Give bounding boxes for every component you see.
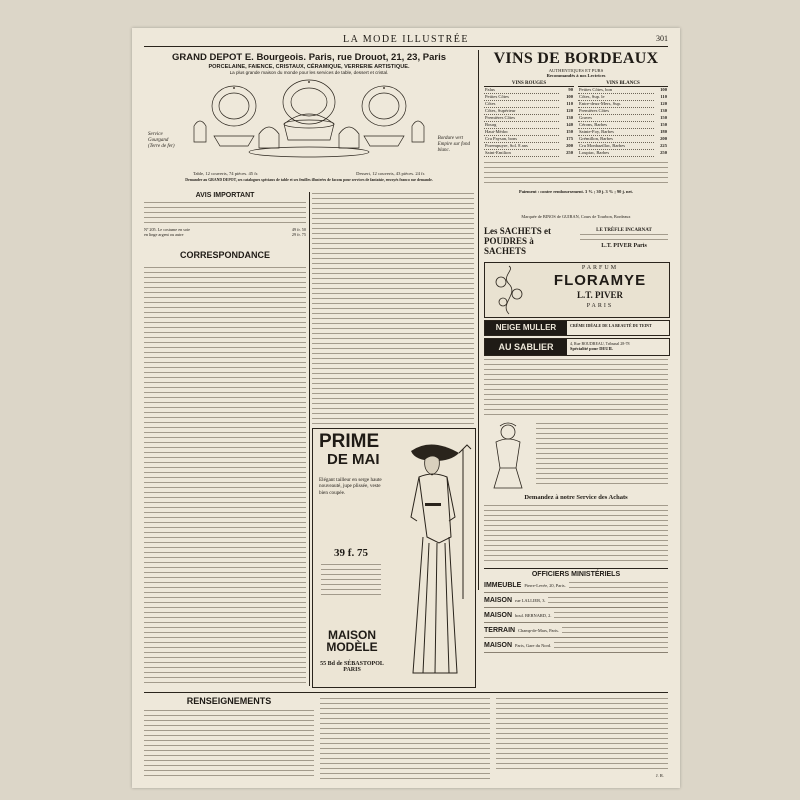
floramye-ad [484, 262, 670, 318]
vins-blancs-wine-price: 120 [660, 101, 667, 106]
vins-rouges-wine-name: Haut-Médoc [484, 129, 559, 136]
avis-text [144, 201, 306, 227]
vins-blancs-row [578, 94, 668, 101]
vins-blancs-header: VINS BLANCS [578, 81, 668, 87]
vins-blancs-row [578, 122, 668, 129]
vins-blancs-wine-price: 110 [660, 94, 667, 99]
column-divider-left [309, 192, 310, 686]
vins-rouges-row [484, 101, 574, 108]
vins-rouges-wine-name: Côtes, Supérieur [484, 108, 559, 115]
vins-blancs-wine-price: 150 [660, 122, 667, 127]
floral-ornament-icon [489, 264, 529, 316]
vins-blancs-wine-name: Côtes, Sup. le [578, 94, 654, 101]
vins-rouges-wine-price: 150 [566, 129, 573, 134]
sachets-maker: L.T. PIVER Paris [601, 243, 647, 249]
magazine-page [132, 28, 680, 788]
vins-rouges-wine-name: Côtes [484, 101, 559, 108]
floramye-maker: L.T. PIVER [576, 290, 624, 300]
officier-ad-name: MAISON [484, 612, 512, 619]
vins-rouges-wine-price: 100 [566, 94, 573, 99]
correspondance [144, 250, 306, 260]
officier-ad-detail: Paris, Gare du Nord. [515, 643, 552, 648]
officier-ad-text [554, 611, 668, 620]
sachets-title-a: Les SACHETS et [484, 226, 552, 236]
prime-address: 55 Bd de SÉBASTOPOL PARIS [320, 661, 384, 673]
vins-blancs-wine-name: Cru Monbazillac, Barbes [578, 143, 654, 150]
vins-blancs-wine-price: 225 [660, 143, 667, 148]
officier-ad-text [554, 641, 668, 650]
neige-name: NEIGE MULLER [485, 321, 567, 335]
officier-ad-text [548, 596, 668, 605]
officier-ad-detail: rue LALLIER, 3. [515, 598, 546, 603]
vins-rouges-row [484, 115, 574, 122]
prime-title-b: DE MAI [327, 451, 380, 468]
vins-rouges-row [484, 136, 574, 143]
vins-blancs-row [578, 143, 668, 150]
neige-muller-ad [484, 320, 670, 336]
masthead: LA MODE ILLUSTRÉE [342, 34, 470, 45]
vins-rouges-row [484, 122, 574, 129]
vins-rouges-row [484, 129, 574, 136]
vins-footer: Paiement : contre remboursement. 3 % ; 30 j. 3 % ; 90 j. net. [519, 189, 633, 194]
correspondance-text [144, 266, 306, 686]
sachets-title-block [484, 226, 576, 256]
vins-blancs-row [578, 150, 668, 157]
vins-subtitle: AUTHENTIQUES ET PURS [548, 68, 604, 73]
vins-rouges-wine-price: 140 [566, 122, 573, 127]
sablier-name: AU SABLIER [485, 339, 567, 355]
achats-title: Demandez à notre Service des Achats [524, 494, 628, 501]
achats-text [484, 504, 668, 564]
vins-rouges-row [484, 150, 574, 157]
vins-rouges-wine-name: Saint-Emilion [484, 150, 559, 157]
corset-text [536, 422, 668, 488]
depot-title: GRAND DEPOT E. Bourgeois. Paris, rue Drouot, 21, 23, Paris [172, 52, 446, 63]
vins-rouges-table [484, 87, 574, 157]
officier-ad-detail: boul. BERNARD, 2. [515, 613, 552, 618]
grand-depot-ad [144, 50, 474, 188]
depot-left-caption: Service Gourgand (Terre de fer) [148, 132, 175, 149]
vins-rouges-wine-price: 175 [566, 136, 573, 141]
vins-blancs-wine-name: Petites Côtes, bon [578, 87, 654, 94]
vins-blancs-wine-name: Entre-deux-Mers, Sup. [578, 101, 654, 108]
vins-blancs-wine-price: 130 [660, 108, 667, 113]
vins-rouges-wine-name: Palus [484, 87, 559, 94]
vins-blancs-wine-name: Premières Côtes [578, 108, 654, 115]
vins-blancs-wine-price: 180 [660, 129, 667, 134]
floramye-top: PARFUM [581, 265, 619, 271]
officiers-ministeriels [484, 568, 668, 653]
vins-rouges-wine-name: Petites Côtes [484, 94, 559, 101]
vins-blancs-wine-name: Cérons, Barbes [578, 122, 654, 129]
vins-blancs-row [578, 115, 668, 122]
vins-blancs [578, 81, 668, 157]
vins-rouges-wine-name: Bourg [484, 122, 559, 129]
officier-ad [484, 596, 668, 608]
officier-ad-detail: Pierre-Levée, 20, Paris. [524, 583, 566, 588]
vins-rouges-wine-price: 250 [566, 150, 573, 155]
vins-rouges-row [484, 108, 574, 115]
vins-rouges-row [484, 143, 574, 150]
vins-subtitle2: Recommandés à nos Lectrices [546, 73, 606, 78]
vins-blancs-row [578, 101, 668, 108]
depot-right-caption: Bordure vert Empire sur fond blanc. [437, 136, 470, 153]
vins-blancs-wine-name: Loupiac, Barbes [578, 150, 654, 157]
service-achats [484, 494, 668, 564]
officier-ad-name: MAISON [484, 642, 512, 649]
avis-important [144, 192, 306, 237]
depot-tagline: La plus grande maison du monde pour les services de table, dessert et cristal. [229, 70, 389, 75]
sachets-right [580, 228, 668, 249]
sachets-ad [484, 224, 668, 260]
vins-rouges-wine-price: 200 [566, 143, 573, 148]
officiers-title: OFFICIERS MINISTÉRIELS [484, 568, 668, 578]
avis-row-2: en linge argent ou autre 29 fr. 75 [144, 232, 306, 237]
officier-ad [484, 611, 668, 623]
vins-rouges-wine-name: Premières Côtes [484, 115, 559, 122]
prime-de-mai-ad [312, 428, 476, 688]
vins-blancs-wine-price: 150 [660, 115, 667, 120]
officier-ad [484, 581, 668, 593]
sablier-address: 4, Rue BOUDREAU, Tribunal 28-78 [570, 341, 630, 346]
depot-subtitle: PORCELAINE, FAIENCE, CRISTAUX, CÉRAMIQUE, VERRERIE ARTISTIQUE. [208, 64, 410, 70]
vins-blancs-wine-name: Sainte-Foy, Barbes [578, 129, 654, 136]
marque-line: Marquée de BINOS de GUIRAN, Cours de Tourbon, Bordeaux [521, 214, 631, 219]
sablier-text-block [484, 358, 668, 416]
officier-ad [484, 626, 668, 638]
header-rule [144, 46, 668, 47]
sablier-info [567, 339, 669, 355]
middle-column-text [312, 192, 474, 424]
vins-rouges-wine-name: Cru Paysan, bons [484, 136, 559, 143]
vins-tables [484, 81, 668, 157]
renseignements-title: RENSEIGNEMENTS [186, 696, 272, 706]
sachets-title-b: POUDRES à SACHETS [484, 236, 534, 256]
vins-rouges-wine-price: 90 [568, 87, 573, 93]
trefle-name: LE TRÈFLE INCARNAT [596, 228, 652, 233]
vins-blancs-table [578, 87, 668, 157]
au-sablier-ad [484, 338, 670, 356]
prime-price: 39 f. 75 [334, 547, 368, 559]
vins-blancs-row [578, 136, 668, 143]
page-number: 301 [656, 34, 668, 43]
renseignements-signature: J. R. [655, 773, 664, 778]
officier-ad [484, 641, 668, 653]
renseignements-col-3 [496, 697, 668, 771]
floramye-city: PARIS [586, 303, 614, 309]
sachets-text [580, 233, 668, 243]
depot-dessert-price: Dessert, 12 couverts, 43 pièces. 24 fr. [356, 171, 426, 176]
avis-title: AVIS IMPORTANT [195, 192, 255, 199]
vins-bordeaux-ad [484, 50, 668, 212]
vins-rouges-wine-price: 110 [566, 101, 573, 106]
avis-row-1: Nº 205. Le costume en soie 49 fr. 50 [144, 227, 306, 232]
lady-tailleur-illustration [389, 433, 473, 683]
officier-ad-name: TERRAIN [484, 627, 516, 634]
prime-price-text [321, 563, 381, 595]
depot-table-price: Table, 12 couverts, 74 pièces. 45 fr. [192, 171, 259, 176]
officier-ad-name: IMMEUBLE [484, 582, 522, 589]
vins-title: VINS DE BORDEAUX [493, 50, 659, 67]
prime-shop-name: MAISON MODÈLE [326, 628, 378, 654]
renseignements-col-1 [144, 709, 314, 779]
column-divider-top [478, 50, 479, 590]
floramye-name: FLORAMYE [553, 272, 647, 289]
prime-title-a: PRIME [319, 431, 380, 452]
tableware-illustration [144, 76, 474, 168]
prime-description: Elégant tailleur en serge haute nouveauté, jupe plissée, veste bien coupée. [319, 477, 382, 496]
vins-blancs-wine-price: 200 [660, 136, 667, 141]
depot-prices [144, 171, 474, 176]
corset-illustration [484, 420, 532, 490]
correspondance-title: CORRESPONDANCE [179, 250, 270, 260]
officier-ad-text [569, 581, 668, 590]
sablier-tag: Spécialité pour DEUIL [570, 346, 614, 351]
vins-rouges-wine-price: 130 [566, 115, 573, 120]
vins-blancs-wine-name: Grémillon, Barbes [578, 136, 654, 143]
neige-tag: CRÈME IDÉALE DE LA BEAUTÉ DU TEINT [570, 323, 652, 328]
vins-rouges [484, 81, 574, 157]
vins-rouges-wine-name: Porempuyre, Sol. 8 ans [484, 143, 559, 150]
officier-ad-name: MAISON [484, 597, 512, 604]
officier-ad-detail: Champ-de-Mars, Paris. [518, 628, 559, 633]
officier-ad-text [562, 626, 668, 635]
vins-body-text [484, 161, 668, 187]
vins-rouges-wine-price: 120 [566, 108, 573, 113]
vins-blancs-wine-name: Graves [578, 115, 654, 122]
renseignements-col-2 [320, 697, 490, 779]
depot-footer: Demander au GRAND DEPOT, ses catalogues spéciaux de table et ses feuilles illustrées de facons pour services de fantaisie, envoyés franco sur demande. [185, 178, 433, 182]
officiers-list [484, 581, 668, 653]
renseignements [144, 692, 668, 783]
vins-blancs-row [578, 108, 668, 115]
vins-blancs-wine-price: 250 [660, 150, 667, 155]
vins-blancs-row [578, 129, 668, 136]
vins-rouges-header: VINS ROUGES [484, 81, 574, 87]
vins-rouges-row [484, 94, 574, 101]
vins-blancs-wine-price: 100 [660, 87, 667, 93]
